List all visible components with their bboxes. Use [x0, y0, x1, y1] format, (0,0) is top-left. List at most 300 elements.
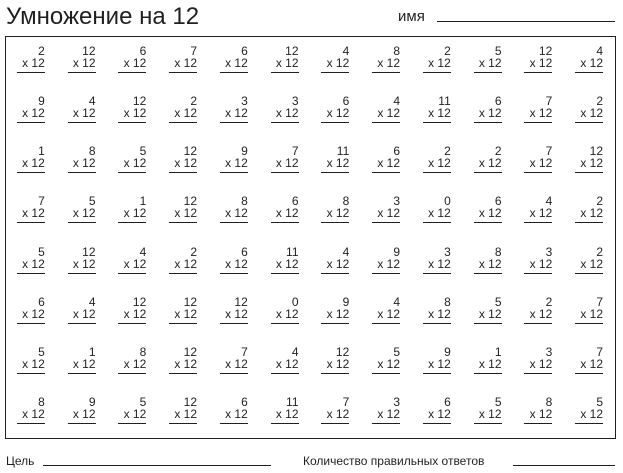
- multiplier-label: x 12: [326, 56, 350, 70]
- answer-line[interactable]: [575, 222, 603, 223]
- answer-line[interactable]: [524, 72, 552, 73]
- problem-number: 12: [183, 344, 197, 359]
- problem-number: 2: [596, 244, 603, 259]
- answer-line[interactable]: [17, 222, 45, 223]
- problem-number: 2: [444, 44, 451, 58]
- problem-number: 5: [596, 394, 603, 409]
- problem-cell: [108, 187, 159, 237]
- problem-cell: [361, 87, 412, 137]
- answer-line[interactable]: [524, 222, 552, 223]
- answer-line[interactable]: [271, 373, 299, 374]
- problem-cell: [361, 288, 412, 338]
- problem-number: 7: [291, 144, 299, 159]
- multiplier-label: x 12: [529, 306, 553, 321]
- answer-line[interactable]: [68, 423, 96, 424]
- problem-cell: [361, 187, 412, 237]
- problem-cell: [158, 87, 209, 137]
- problem-number: 2: [596, 94, 603, 109]
- answer-line[interactable]: [169, 72, 197, 73]
- answer-line[interactable]: [68, 273, 96, 274]
- problem-cell: [260, 388, 311, 438]
- answer-line[interactable]: [17, 122, 45, 123]
- problem-cell: [463, 388, 514, 438]
- answer-line[interactable]: [169, 373, 197, 374]
- problem-number: 3: [545, 344, 553, 359]
- multiplier-label: x 12: [22, 106, 45, 121]
- answer-line[interactable]: [372, 122, 400, 123]
- multiplier-label: x 12: [275, 406, 299, 421]
- answer-line[interactable]: [423, 373, 451, 374]
- problem-number: 8: [88, 144, 96, 159]
- problem-cell: [311, 238, 362, 288]
- multiplier-label: x 12: [174, 406, 197, 421]
- multiplier-label: x 12: [275, 56, 299, 70]
- answer-line[interactable]: [169, 222, 197, 223]
- multiplier-label: x 12: [326, 406, 350, 421]
- problem-number: 12: [132, 94, 147, 109]
- problem-cell: [361, 388, 412, 438]
- multiplier-label: x 12: [326, 306, 350, 321]
- answer-line[interactable]: [271, 423, 299, 424]
- answer-line[interactable]: [423, 122, 451, 123]
- problem-cell: [209, 388, 260, 438]
- answer-line[interactable]: [321, 172, 349, 173]
- problem-cell: [260, 137, 311, 187]
- answer-line[interactable]: [118, 122, 146, 123]
- answer-line[interactable]: [220, 423, 248, 424]
- problem-number: 5: [38, 244, 45, 259]
- answer-line[interactable]: [372, 222, 400, 223]
- multiplier-label: x 12: [225, 106, 248, 121]
- multiplier-label: x 12: [123, 206, 147, 221]
- answer-line[interactable]: [220, 222, 248, 223]
- problem-cell: [514, 388, 565, 438]
- goal-field-line[interactable]: [43, 465, 271, 466]
- problem-cell: [514, 137, 565, 187]
- answer-line[interactable]: [575, 172, 603, 173]
- problem-cell: [311, 187, 362, 237]
- name-field-line[interactable]: [437, 21, 615, 22]
- answer-line[interactable]: [321, 323, 349, 324]
- problem-cell: [158, 37, 209, 87]
- multiplier-label: x 12: [377, 206, 400, 221]
- problem-number: 8: [393, 44, 400, 58]
- problem-number: 9: [393, 244, 400, 259]
- answer-line[interactable]: [169, 172, 197, 173]
- problem-number: 3: [241, 94, 248, 109]
- problem-cell: [564, 288, 615, 338]
- problem-number: 1: [38, 144, 45, 159]
- multiplier-label: x 12: [72, 256, 96, 271]
- multiplier-label: x 12: [580, 206, 603, 221]
- problem-cell: [6, 288, 57, 338]
- problem-number: 8: [342, 194, 350, 209]
- answer-line[interactable]: [321, 72, 349, 73]
- problem-cell: [6, 238, 57, 288]
- answer-line[interactable]: [271, 172, 299, 173]
- multiplier-label: x 12: [22, 206, 45, 221]
- multiplier-label: x 12: [529, 206, 553, 221]
- answer-line[interactable]: [271, 122, 299, 123]
- answer-line[interactable]: [321, 273, 349, 274]
- problem-number: 6: [444, 394, 451, 409]
- problem-number: 6: [291, 194, 299, 209]
- problem-number: 1: [139, 194, 147, 209]
- problems-sheet: [5, 36, 616, 439]
- answer-line[interactable]: [169, 273, 197, 274]
- multiplier-label: x 12: [275, 206, 299, 221]
- problem-number: 4: [545, 194, 553, 209]
- problem-cell: [463, 187, 514, 237]
- problem-cell: [564, 187, 615, 237]
- answer-line[interactable]: [524, 373, 552, 374]
- answer-line[interactable]: [524, 122, 552, 123]
- problem-number: 5: [139, 144, 147, 159]
- answer-line[interactable]: [423, 423, 451, 424]
- problem-cell: [514, 238, 565, 288]
- problem-number: 8: [38, 394, 45, 409]
- answer-line[interactable]: [118, 323, 146, 324]
- problem-number: 5: [393, 344, 400, 359]
- problem-number: 5: [494, 394, 502, 409]
- page-title: Умножение на 12: [6, 3, 200, 30]
- problem-cell: [412, 288, 463, 338]
- problem-cell: [158, 388, 209, 438]
- problem-number: 12: [234, 294, 248, 309]
- multiplier-label: x 12: [326, 156, 350, 171]
- answer-line[interactable]: [220, 122, 248, 123]
- problem-number: 9: [241, 144, 248, 159]
- multiplier-label: x 12: [428, 356, 451, 371]
- problem-cell: [463, 238, 514, 288]
- problem-cell: [260, 288, 311, 338]
- answer-line[interactable]: [271, 323, 299, 324]
- answer-line[interactable]: [68, 72, 96, 73]
- problem-cell: [108, 288, 159, 338]
- answer-line[interactable]: [575, 273, 603, 274]
- problem-cell: [311, 37, 362, 87]
- problem-cell: [564, 238, 615, 288]
- answer-line[interactable]: [118, 222, 146, 223]
- problem-cell: [514, 288, 565, 338]
- multiplier-label: x 12: [580, 406, 603, 421]
- problem-number: 4: [88, 94, 96, 109]
- problem-number: 7: [241, 344, 248, 359]
- problem-number: 8: [494, 244, 502, 259]
- problem-cell: [108, 87, 159, 137]
- answer-line[interactable]: [271, 222, 299, 223]
- multiplier-label: x 12: [225, 306, 248, 321]
- answer-line[interactable]: [321, 373, 349, 374]
- problem-number: 4: [596, 44, 603, 58]
- problem-number: 12: [82, 244, 96, 259]
- problem-number: 11: [286, 244, 299, 259]
- problem-number: 7: [545, 94, 553, 109]
- problem-number: 3: [291, 94, 299, 109]
- problem-cell: [57, 137, 108, 187]
- answer-line[interactable]: [423, 72, 451, 73]
- answer-line[interactable]: [474, 172, 502, 173]
- multiplier-label: x 12: [580, 156, 603, 171]
- multiplier-label: x 12: [478, 256, 502, 271]
- problem-number: 0: [291, 294, 299, 309]
- problem-cell: [260, 37, 311, 87]
- problem-number: 2: [190, 94, 197, 109]
- answer-line[interactable]: [220, 373, 248, 374]
- multiplier-label: x 12: [72, 156, 96, 171]
- problem-cell: [158, 338, 209, 388]
- problem-cell: [311, 338, 362, 388]
- multiplier-label: x 12: [529, 256, 553, 271]
- answer-line[interactable]: [524, 172, 552, 173]
- answer-line[interactable]: [118, 423, 146, 424]
- problem-number: 12: [183, 394, 197, 409]
- problem-number: 12: [132, 294, 147, 309]
- multiplier-label: x 12: [428, 206, 451, 221]
- problem-number: 6: [342, 94, 350, 109]
- problem-number: 4: [342, 244, 350, 259]
- answer-line[interactable]: [321, 222, 349, 223]
- problem-cell: [564, 338, 615, 388]
- problem-number: 7: [190, 44, 197, 58]
- problem-cell: [260, 187, 311, 237]
- problem-number: 6: [494, 94, 502, 109]
- multiplier-label: x 12: [123, 306, 147, 321]
- multiplier-label: x 12: [123, 56, 147, 70]
- problem-number: 0: [444, 194, 451, 209]
- multiplier-label: x 12: [72, 106, 96, 121]
- answer-line[interactable]: [474, 373, 502, 374]
- problem-cell: [361, 137, 412, 187]
- multiplier-label: x 12: [529, 156, 553, 171]
- problem-number: 2: [494, 144, 502, 159]
- answer-line[interactable]: [118, 72, 146, 73]
- multiplier-label: x 12: [225, 206, 248, 221]
- answer-line[interactable]: [169, 323, 197, 324]
- multiplier-label: x 12: [377, 306, 400, 321]
- problem-number: 12: [589, 144, 603, 159]
- answer-line[interactable]: [17, 273, 45, 274]
- multiplier-label: x 12: [225, 156, 248, 171]
- answer-line[interactable]: [68, 373, 96, 374]
- problem-cell: [57, 288, 108, 338]
- problem-cell: [514, 338, 565, 388]
- problem-cell: [361, 238, 412, 288]
- answer-line[interactable]: [372, 323, 400, 324]
- problem-cell: [564, 87, 615, 137]
- multiplier-label: x 12: [22, 256, 45, 271]
- answer-line[interactable]: [169, 122, 197, 123]
- multiplier-label: x 12: [377, 106, 400, 121]
- multiplier-label: x 12: [123, 256, 147, 271]
- problem-cell: [57, 37, 108, 87]
- multiplier-label: x 12: [174, 106, 197, 121]
- multiplier-label: x 12: [428, 106, 451, 121]
- problem-number: 9: [88, 394, 96, 409]
- answer-line[interactable]: [423, 323, 451, 324]
- problem-number: 6: [139, 44, 147, 58]
- problem-cell: [209, 238, 260, 288]
- multiplier-label: x 12: [174, 56, 197, 70]
- multiplier-label: x 12: [123, 106, 147, 121]
- problem-cell: [57, 338, 108, 388]
- answer-line[interactable]: [575, 323, 603, 324]
- answer-line[interactable]: [271, 72, 299, 73]
- answer-line[interactable]: [17, 423, 45, 424]
- correct-answers-label: Количество правильных ответов: [303, 454, 485, 468]
- multiplier-label: x 12: [580, 106, 603, 121]
- multiplier-label: x 12: [377, 56, 400, 70]
- problem-cell: [209, 338, 260, 388]
- multiplier-label: x 12: [174, 356, 197, 371]
- answer-line[interactable]: [474, 72, 502, 73]
- problem-number: 6: [241, 244, 248, 259]
- problem-number: 3: [444, 244, 451, 259]
- answer-line[interactable]: [524, 423, 552, 424]
- problem-number: 2: [190, 244, 197, 259]
- answer-line[interactable]: [474, 323, 502, 324]
- answer-line[interactable]: [524, 323, 552, 324]
- multiplier-label: x 12: [377, 356, 400, 371]
- problem-cell: [311, 87, 362, 137]
- correct-answers-field-line[interactable]: [513, 465, 615, 466]
- answer-line[interactable]: [17, 373, 45, 374]
- problem-cell: [209, 137, 260, 187]
- answer-line[interactable]: [423, 222, 451, 223]
- answer-line[interactable]: [372, 423, 400, 424]
- answer-line[interactable]: [321, 122, 349, 123]
- answer-line[interactable]: [118, 373, 146, 374]
- answer-line[interactable]: [68, 323, 96, 324]
- answer-line[interactable]: [17, 72, 45, 73]
- multiplier-label: x 12: [428, 306, 451, 321]
- multiplier-label: x 12: [174, 156, 197, 171]
- answer-line[interactable]: [575, 72, 603, 73]
- problem-number: 2: [38, 44, 45, 58]
- answer-line[interactable]: [575, 423, 603, 424]
- problem-number: 7: [596, 294, 603, 309]
- problem-cell: [412, 238, 463, 288]
- problem-number: 9: [38, 94, 45, 109]
- problem-cell: [412, 338, 463, 388]
- problem-number: 1: [494, 344, 502, 359]
- problem-number: 7: [342, 394, 350, 409]
- problem-cell: [514, 37, 565, 87]
- problem-number: 1: [88, 344, 96, 359]
- multiplier-label: x 12: [428, 156, 451, 171]
- answer-line[interactable]: [372, 373, 400, 374]
- problem-cell: [412, 137, 463, 187]
- problem-number: 7: [38, 194, 45, 209]
- problem-number: 12: [335, 344, 350, 359]
- multiplier-label: x 12: [275, 306, 299, 321]
- problem-number: 12: [538, 44, 553, 58]
- answer-line[interactable]: [68, 172, 96, 173]
- problem-cell: [412, 37, 463, 87]
- answer-line[interactable]: [118, 273, 146, 274]
- problem-number: 8: [444, 294, 451, 309]
- answer-line[interactable]: [68, 222, 96, 223]
- answer-line[interactable]: [118, 172, 146, 173]
- problem-number: 2: [545, 294, 553, 309]
- problem-number: 12: [82, 44, 96, 58]
- problem-cell: [361, 338, 412, 388]
- problem-cell: [6, 187, 57, 237]
- multiplier-label: x 12: [580, 356, 603, 371]
- answer-line[interactable]: [220, 172, 248, 173]
- multiplier-label: x 12: [22, 356, 45, 371]
- answer-line[interactable]: [474, 423, 502, 424]
- answer-line[interactable]: [169, 423, 197, 424]
- answer-line[interactable]: [271, 273, 299, 274]
- answer-line[interactable]: [220, 72, 248, 73]
- problem-number: 12: [285, 44, 299, 58]
- problem-number: 5: [38, 344, 45, 359]
- answer-line[interactable]: [372, 72, 400, 73]
- problem-cell: [108, 137, 159, 187]
- multiplier-label: x 12: [22, 156, 45, 171]
- problem-cell: [514, 187, 565, 237]
- problem-number: 4: [139, 244, 147, 259]
- answer-line[interactable]: [17, 323, 45, 324]
- answer-line[interactable]: [220, 323, 248, 324]
- problem-number: 6: [38, 294, 45, 309]
- multiplier-label: x 12: [529, 106, 553, 121]
- problem-number: 9: [444, 344, 451, 359]
- answer-line[interactable]: [423, 273, 451, 274]
- multiplier-label: x 12: [72, 56, 96, 70]
- answer-line[interactable]: [524, 273, 552, 274]
- goal-label: Цель: [6, 454, 35, 468]
- problem-cell: [57, 187, 108, 237]
- answer-line[interactable]: [474, 122, 502, 123]
- problem-cell: [209, 288, 260, 338]
- problem-cell: [6, 338, 57, 388]
- problem-cell: [158, 137, 209, 187]
- problem-number: 9: [342, 294, 350, 309]
- problem-cell: [564, 37, 615, 87]
- problem-number: 3: [393, 194, 400, 209]
- answer-line[interactable]: [17, 172, 45, 173]
- answer-line[interactable]: [372, 172, 400, 173]
- problem-cell: [6, 388, 57, 438]
- answer-line[interactable]: [474, 222, 502, 223]
- answer-line[interactable]: [321, 423, 349, 424]
- problem-cell: [564, 388, 615, 438]
- problems-grid: [6, 37, 615, 438]
- multiplier-label: x 12: [225, 406, 248, 421]
- problem-cell: [57, 87, 108, 137]
- answer-line[interactable]: [474, 273, 502, 274]
- answer-line[interactable]: [372, 273, 400, 274]
- multiplier-label: x 12: [428, 406, 451, 421]
- answer-line[interactable]: [423, 172, 451, 173]
- problem-cell: [311, 388, 362, 438]
- problem-cell: [209, 187, 260, 237]
- answer-line[interactable]: [68, 122, 96, 123]
- problem-cell: [158, 238, 209, 288]
- problem-cell: [57, 388, 108, 438]
- answer-line[interactable]: [575, 373, 603, 374]
- problem-number: 3: [393, 394, 400, 409]
- multiplier-label: x 12: [377, 156, 400, 171]
- multiplier-label: x 12: [478, 56, 502, 70]
- problem-number: 4: [393, 94, 400, 109]
- answer-line[interactable]: [220, 273, 248, 274]
- problem-number: 5: [88, 194, 96, 209]
- problem-cell: [6, 137, 57, 187]
- answer-line[interactable]: [575, 122, 603, 123]
